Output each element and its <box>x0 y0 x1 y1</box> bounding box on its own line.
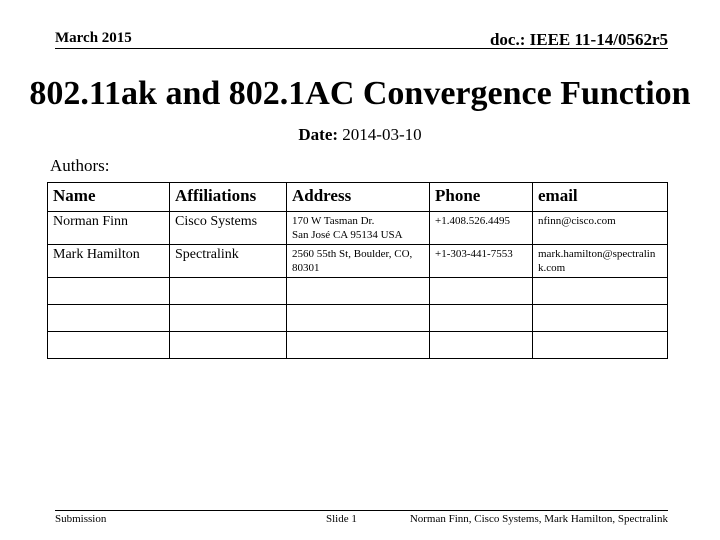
author-affiliation: Spectralink <box>170 245 287 278</box>
empty-cell <box>430 278 533 305</box>
header-divider <box>55 48 668 49</box>
empty-cell <box>170 305 287 332</box>
footer-divider <box>55 510 668 511</box>
empty-cell <box>48 305 170 332</box>
empty-cell <box>170 332 287 359</box>
column-header-name: Name <box>48 183 170 212</box>
empty-cell <box>287 305 430 332</box>
author-email: mark.hamilton@spectralink.com <box>533 245 668 278</box>
table-row-empty <box>48 305 668 332</box>
empty-cell <box>48 278 170 305</box>
author-email: nfinn@cisco.com <box>533 212 668 245</box>
column-header-address: Address <box>287 183 430 212</box>
table-row <box>48 212 668 245</box>
footer-authors: Norman Finn, Cisco Systems, Mark Hamilton, Spectralink <box>409 513 668 525</box>
author-phone: +1.408.526.4495 <box>430 212 533 245</box>
table-row <box>48 245 668 278</box>
author-affiliation: Cisco Systems <box>170 212 287 245</box>
column-header-affiliations: Affiliations <box>170 183 287 212</box>
author-address <box>287 212 430 245</box>
column-header-phone: Phone <box>430 183 533 212</box>
empty-cell <box>170 278 287 305</box>
empty-cell <box>430 305 533 332</box>
footer-submission: Submission <box>55 513 107 525</box>
authors-label: Authors: <box>50 156 110 175</box>
author-address <box>287 245 430 278</box>
address-line: 170 W Tasman Dr. <box>292 215 375 227</box>
address-line: San José CA 95134 USA <box>292 229 403 241</box>
author-name: Mark Hamilton <box>48 245 170 278</box>
empty-cell <box>287 332 430 359</box>
address-line: 2560 55th St, Boulder, CO, <box>292 248 413 260</box>
empty-cell <box>533 332 668 359</box>
header-doc-id: doc.: IEEE 11-14/0562r5 <box>489 30 668 49</box>
empty-cell <box>533 278 668 305</box>
date-line <box>0 125 720 145</box>
table-row-empty <box>48 332 668 359</box>
table-row-empty <box>48 278 668 305</box>
empty-cell <box>287 278 430 305</box>
empty-cell <box>48 332 170 359</box>
table-header-row <box>48 183 668 212</box>
author-name: Norman Finn <box>48 212 170 245</box>
column-header-email: email <box>533 183 668 212</box>
authors-table <box>47 182 668 359</box>
header-date: March 2015 <box>55 30 132 46</box>
slide-title: 802.11ak and 802.1AC Convergence Function <box>29 75 691 112</box>
empty-cell <box>430 332 533 359</box>
author-phone: +1-303-441-7553 <box>430 245 533 278</box>
footer-slide-number: Slide 1 <box>326 513 357 525</box>
address-line: 80301 <box>292 262 320 274</box>
date-value: 2014-03-10 <box>342 125 422 144</box>
date-label: Date: <box>298 125 339 144</box>
empty-cell <box>533 305 668 332</box>
